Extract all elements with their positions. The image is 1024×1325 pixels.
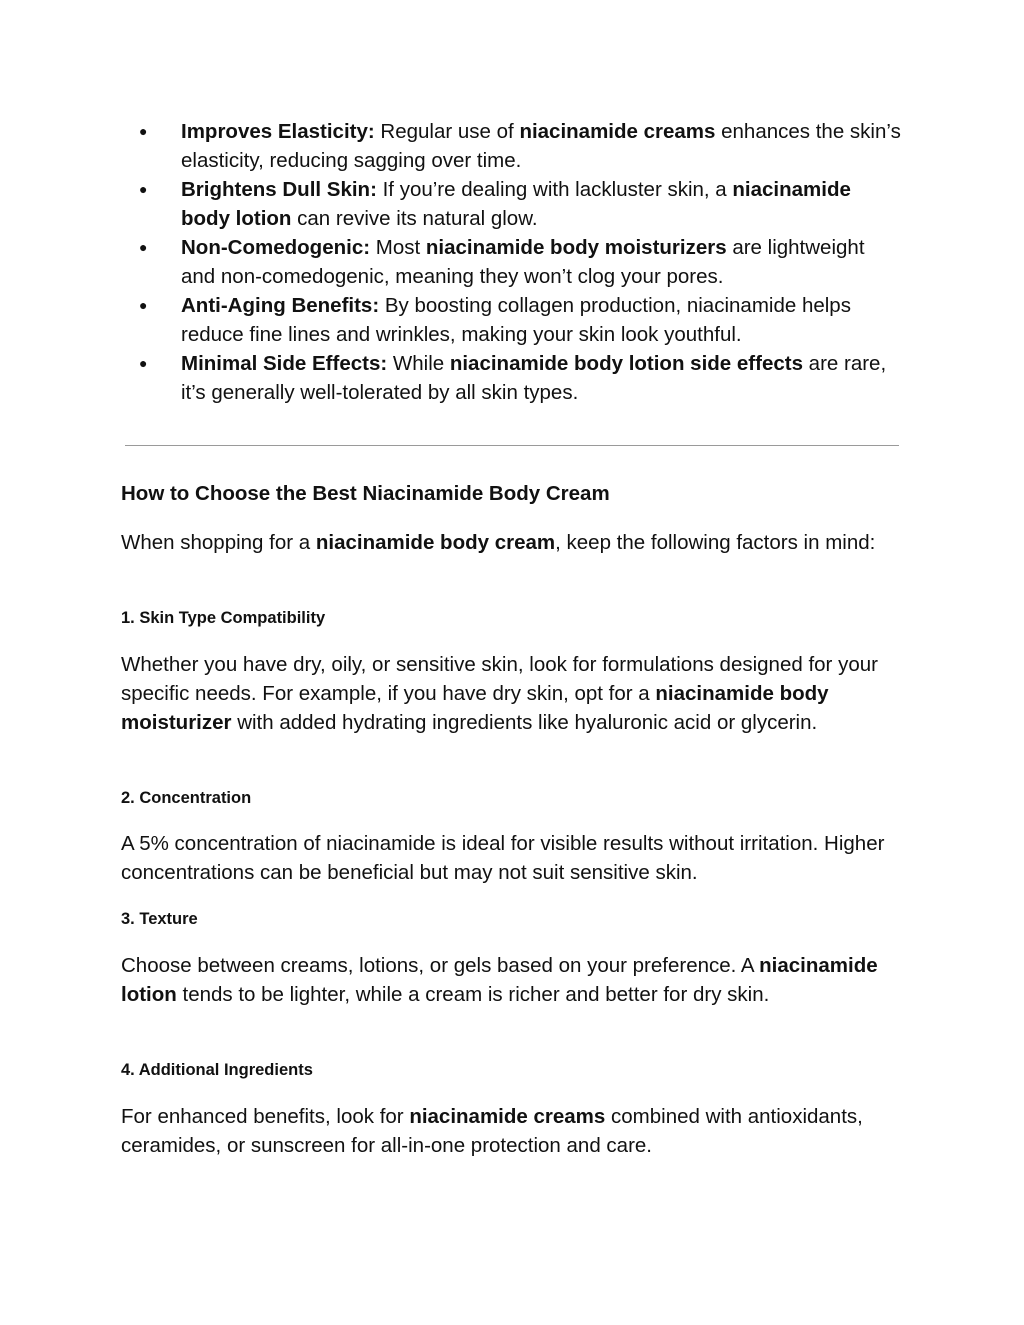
benefit-term: Non-Comedogenic: xyxy=(181,236,371,259)
paragraph-text: Choose between creams, lotions, or gels based on your preference. A xyxy=(121,954,760,977)
horizontal-divider xyxy=(125,445,899,446)
benefit-text: By boosting collagen production, niacinamide helps reduce fine lines and wrinkles, making your skin look youthful. xyxy=(181,294,851,346)
intro-paragraph xyxy=(121,528,901,557)
benefit-text: Most xyxy=(370,236,426,259)
bullet-icon: ● xyxy=(139,297,148,313)
factor-paragraph-3 xyxy=(121,951,901,1009)
intro-text: , keep the following factors in mind: xyxy=(555,531,876,554)
benefit-text: enhances the skin’s elasticity, reducing sagging over time. xyxy=(181,120,901,172)
benefit-text: can revive its natural glow. xyxy=(291,207,538,230)
factor-heading-1 xyxy=(121,607,901,629)
benefit-text: Regular use of xyxy=(374,120,520,143)
subsection-heading: 4. Additional Ingredients xyxy=(121,1061,313,1079)
benefit-keyword: niacinamide body moisturizers xyxy=(425,236,727,259)
benefit-term: Minimal Side Effects: xyxy=(181,352,388,375)
list-item xyxy=(121,117,901,175)
paragraph-text: with added hydrating ingredients like hyaluronic acid or glycerin. xyxy=(231,711,818,734)
factor-paragraph-4 xyxy=(121,1102,901,1160)
bullet-icon: ● xyxy=(139,355,148,371)
paragraph-text: A 5% concentration of niacinamide is ideal for visible results without irritation. Higher concentrations can be beneficial but may not suit sensitive skin. xyxy=(121,832,885,884)
benefit-term: Anti-Aging Benefits: xyxy=(181,294,380,317)
list-item xyxy=(121,291,901,349)
benefit-term: Improves Elasticity: xyxy=(181,120,375,143)
intro-keyword: niacinamide body cream xyxy=(315,531,556,554)
subsection-heading: 1. Skin Type Compatibility xyxy=(121,609,326,627)
paragraph-keyword: niacinamide lotion xyxy=(121,954,878,1006)
benefits-section xyxy=(121,117,901,407)
benefit-term: Brightens Dull Skin: xyxy=(181,178,377,201)
list-item xyxy=(121,175,901,233)
benefit-text: If you’re dealing with lackluster skin, a xyxy=(376,178,733,201)
section-heading: How to Choose the Best Niacinamide Body Cream xyxy=(121,482,610,505)
paragraph xyxy=(121,1102,901,1160)
subsection-heading: 3. Texture xyxy=(121,910,198,928)
paragraph-text: tends to be lighter, while a cream is richer and better for dry skin. xyxy=(176,983,770,1006)
paragraph xyxy=(121,829,901,887)
list-item xyxy=(121,349,901,407)
paragraph-text: For enhanced benefits, look for xyxy=(121,1105,410,1128)
benefit-keyword: niacinamide body lotion side effects xyxy=(449,352,803,375)
intro-text: When shopping for a xyxy=(121,531,316,554)
subsection-heading: 2. Concentration xyxy=(121,789,252,807)
bullet-icon: ● xyxy=(139,181,148,197)
bullet-icon: ● xyxy=(139,239,148,255)
benefit-keyword: niacinamide body lotion xyxy=(181,178,851,230)
choose-heading-block xyxy=(121,479,901,508)
benefit-text: are rare, it’s generally well-tolerated by all skin types. xyxy=(181,352,887,404)
factor-paragraph-1 xyxy=(121,650,901,737)
choose-intro xyxy=(121,528,901,557)
paragraph xyxy=(121,951,901,1009)
list-item xyxy=(121,233,901,291)
paragraph-keyword: niacinamide creams xyxy=(409,1105,606,1128)
bullet-icon: ● xyxy=(139,123,148,139)
paragraph-keyword: niacinamide body moisturizer xyxy=(121,682,829,734)
factor-heading-3 xyxy=(121,908,901,930)
benefits-list xyxy=(121,117,901,407)
benefit-text: are lightweight and non-comedogenic, meaning they won’t clog your pores. xyxy=(181,236,865,288)
factor-paragraph-2 xyxy=(121,829,901,887)
paragraph-text: combined with antioxidants, ceramides, or sunscreen for all-in-one protection and care. xyxy=(121,1105,863,1157)
factor-heading-4 xyxy=(121,1059,901,1081)
factor-heading-2 xyxy=(121,787,901,809)
benefit-text: While xyxy=(387,352,450,375)
paragraph xyxy=(121,650,901,737)
paragraph-text: Whether you have dry, oily, or sensitive skin, look for formulations designed for your specific needs. For example, if you have dry skin, opt for a xyxy=(121,653,878,705)
benefit-keyword: niacinamide creams xyxy=(519,120,716,143)
